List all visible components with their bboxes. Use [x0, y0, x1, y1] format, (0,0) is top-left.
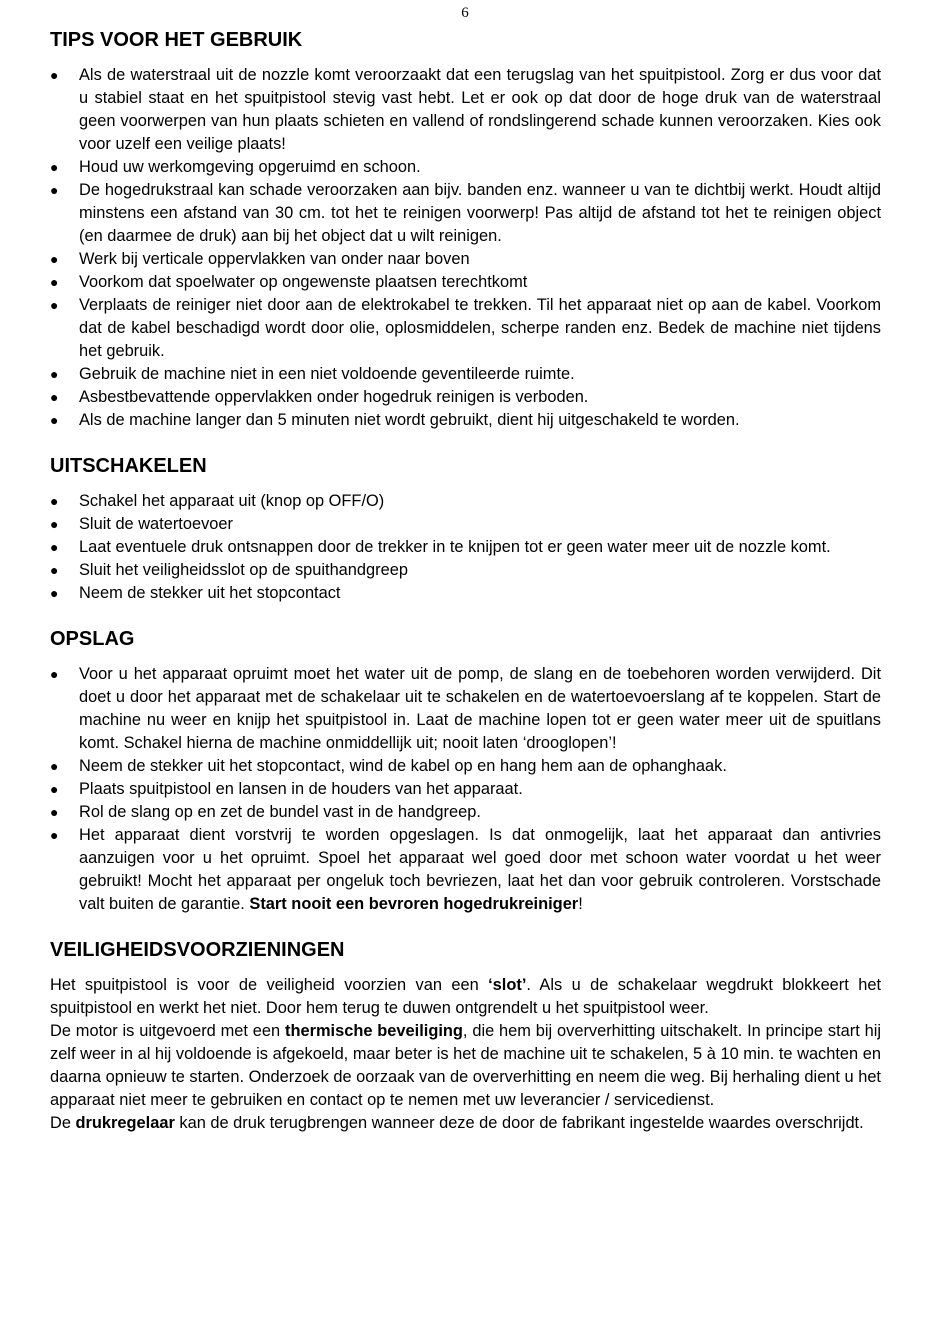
list-item: ● Houd uw werkomgeving opgeruimd en schoon.	[50, 156, 881, 179]
bullet-icon: ●	[50, 182, 59, 198]
bullet-icon: ●	[50, 562, 59, 578]
bullet-icon: ●	[50, 389, 59, 405]
bullet-list	[50, 663, 881, 916]
list-item: ● Als de waterstraal uit de nozzle komt veroorzaakt dat een terugslag van het spuitpistool. Zorg er dus voor dat u stabiel staat en het spuitpistool stevig vast hebt. Let er ook op dat door de hoge druk van de waterstraal geen voorwerpen van hun plaats schieten en vallend of rondslingerend schade kunnen veroorzaken. Kies ook voor uzelf een veilige plaats!	[50, 66, 881, 153]
list-item: ● Laat eventuele druk ontsnappen door de trekker in te knijpen tot er geen water meer uit de nozzle komt.	[50, 536, 881, 559]
paragraph: De motor is uitgevoerd met een thermische beveiliging, die hem bij oververhitting uitschakelt. In principe start hij zelf weer in al hij voldoende is afgekoeld, maar beter is het de machine uit te schakelen, 5 à 10 min. te wachten en daarna opnieuw te starten. Onderzoek de oorzaak van de oververhitting en neem die weg. Bij herhaling dient u het apparaat niet meer te gebruiken en contact op te nemen met uw leverancier / servicedienst.	[50, 1022, 881, 1109]
section-title: VEILIGHEIDSVOORZIENINGEN	[50, 939, 345, 961]
bullet-icon: ●	[50, 539, 59, 555]
bullet-list	[50, 64, 881, 432]
list-item: ● Sluit het veiligheidsslot op de spuithandgreep	[50, 559, 881, 582]
section-tips	[50, 28, 881, 432]
list-item: ● De hogedrukstraal kan schade veroorzaken aan bijv. banden enz. wanneer u van te dichtbij werkt. Houdt altijd minstens een afstand van 30 cm. tot het te reinigen voorwerp! Pas altijd de afstand tot het te reinigen object (en daarmee de druk) aan bij het object dat u wilt reinigen.	[50, 181, 881, 245]
list-item: ● Verplaats de reiniger niet door aan de elektrokabel te trekken. Til het apparaat niet op aan de kabel. Voorkom dat de kabel beschadigd wordt door olie, oplosmiddelen, scherpe randen enz. Bedek de machine niet tijdens het gebruik.	[50, 296, 881, 360]
bullet-icon: ●	[50, 585, 59, 601]
bold-warning: Start nooit een bevroren hogedrukreiniger	[249, 895, 579, 913]
list-item: ● Schakel het apparaat uit (knop op OFF/O)	[50, 490, 881, 513]
paragraph-block	[50, 974, 881, 1135]
list-item: ● Als de machine langer dan 5 minuten niet wordt gebruikt, dient hij uitgeschakeld te worden.	[50, 409, 881, 432]
bold-term: ‘slot’	[488, 976, 527, 994]
section-title: OPSLAG	[50, 628, 135, 650]
section-veiligheid	[50, 938, 881, 1135]
list-item: ● Neem de stekker uit het stopcontact, wind de kabel op en hang hem aan de ophanghaak.	[50, 755, 881, 778]
bullet-icon: ●	[50, 781, 59, 797]
list-item: ● Sluit de watertoevoer	[50, 513, 881, 536]
bullet-icon: ●	[50, 804, 59, 820]
section-title: UITSCHAKELEN	[50, 455, 207, 477]
document-body	[50, 28, 881, 1135]
section-opslag	[50, 627, 881, 916]
bullet-icon: ●	[50, 274, 59, 290]
list-item: ● Asbestbevattende oppervlakken onder hogedruk reinigen is verboden.	[50, 386, 881, 409]
list-item: ● Neem de stekker uit het stopcontact	[50, 582, 881, 605]
bullet-list	[50, 490, 881, 605]
section-title: TIPS VOOR HET GEBRUIK	[50, 29, 303, 51]
bullet-icon: ●	[50, 366, 59, 382]
paragraph: De drukregelaar kan de druk terugbrengen wanneer deze de door de fabrikant ingestelde waardes overschrijdt.	[50, 1114, 864, 1132]
list-item: ● Voorkom dat spoelwater op ongewenste plaatsen terechtkomt	[50, 271, 881, 294]
list-item: ● Het apparaat dient vorstvrij te worden opgeslagen. Is dat onmogelijk, laat het apparaat dan antivries aanzuigen voor u het opruimt. Spoel het apparaat wel goed door met schoon water voordat u het weer gebruikt! Mocht het apparaat per ongeluk toch bevriezen, laat het dan voor gebruik controleren. Vorstschade valt buiten de garantie. Start nooit een bevroren hogedrukreiniger!	[50, 826, 881, 913]
list-item: ● Werk bij verticale oppervlakken van onder naar boven	[50, 248, 881, 271]
bullet-icon: ●	[50, 67, 59, 83]
list-item: ● Rol de slang op en zet de bundel vast in de handgreep.	[50, 801, 881, 824]
paragraph: Het spuitpistool is voor de veiligheid voorzien van een ‘slot’. Als u de schakelaar wegdrukt blokkeert het spuitpistool en werkt het niet. Door hem terug te duwen ontgrendelt u het spuitpistool weer.	[50, 976, 881, 1017]
bullet-icon: ●	[50, 159, 59, 175]
list-item: ● Gebruik de machine niet in een niet voldoende geventileerde ruimte.	[50, 363, 881, 386]
bullet-icon: ●	[50, 297, 59, 313]
list-item: ● Voor u het apparaat opruimt moet het water uit de pomp, de slang en de toebehoren worden verwijderd. Dit doet u door het apparaat met de schakelaar uit te schakelen en de watertoevoerslang af te koppelen. Start de machine nu weer en knijp het spuitpistool in. Laat de machine lopen tot er geen water meer uit de spuitlans komt. Schakel hierna de machine onmiddellijk uit; nooit laten ‘drooglopen’!	[50, 665, 881, 752]
page-number: 6	[461, 5, 469, 21]
bullet-icon: ●	[50, 666, 59, 682]
bold-term: thermische beveiliging	[285, 1022, 463, 1040]
bullet-icon: ●	[50, 412, 59, 428]
bullet-icon: ●	[50, 758, 59, 774]
section-uitschakelen	[50, 454, 881, 605]
bullet-icon: ●	[50, 493, 59, 509]
bullet-icon: ●	[50, 827, 59, 843]
bold-term: drukregelaar	[75, 1114, 175, 1132]
bullet-icon: ●	[50, 251, 59, 267]
bullet-icon: ●	[50, 516, 59, 532]
list-item: ● Plaats spuitpistool en lansen in de houders van het apparaat.	[50, 778, 881, 801]
